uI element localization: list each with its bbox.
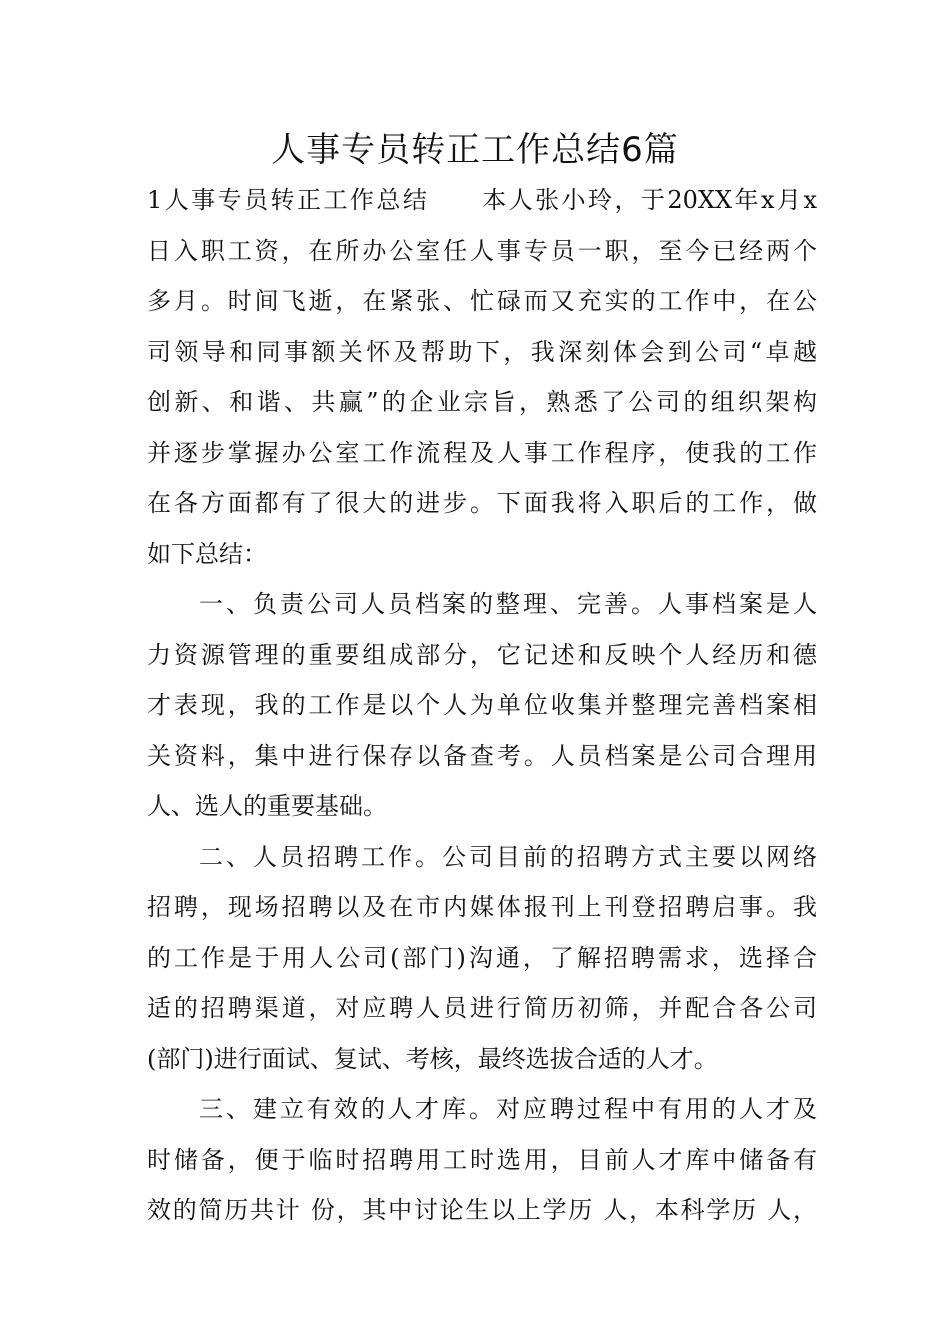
- text-line: 司领导和同事额关怀及帮助下，我深刻体会到公司“卓越: [147, 337, 817, 366]
- text-line: 招聘，现场招聘以及在市内媒体报刊上刊登招聘启事。我: [147, 893, 817, 921]
- text-line: (部门)进行面试、复试、考核，最终选拔合适的人才。: [147, 1044, 718, 1073]
- paragraph-start-line: 三、建立有效的人才库。对应聘过程中有用的人才及: [199, 1095, 817, 1123]
- text-line: 创新、和谐、共赢”的企业宗旨，熟悉了公司的组织架构: [147, 388, 817, 416]
- text-line: 时储备，便于临时招聘用工时选用，目前人才库中储备有: [147, 1145, 817, 1174]
- text-line: 力资源管理的重要组成部分，它记述和反映个人经历和德: [147, 640, 817, 669]
- text-line: 在各方面都有了很大的进步。下面我将入职后的工作，做: [147, 489, 817, 517]
- text-line: 如下总结：: [147, 539, 267, 568]
- text-line: 1人事专员转正工作总结 本人张小玲，于20XX年x月x: [147, 186, 817, 214]
- text-line: 才表现，我的工作是以个人为单位收集并整理完善档案相: [147, 691, 817, 719]
- document-title: 人事专员转正工作总结6篇: [271, 130, 679, 170]
- text-line: 人、选人的重要基础。: [147, 792, 387, 820]
- text-line: 多月。时间飞逝，在紧张、忙碌而又充实的工作中，在公: [147, 287, 817, 315]
- text-line: 效的简历共计 份，其中讨论生以上学历 人，本科学历 人，: [147, 1196, 817, 1224]
- text-line: 日入职工资，在所办公室任人事专员一职，至今已经两个: [147, 236, 817, 265]
- text-line: 的工作是于用人公司(部门)沟通，了解招聘需求，选择合: [147, 943, 817, 972]
- text-line: 关资料，集中进行保存以备查考。人员档案是公司合理用: [147, 741, 817, 770]
- document-body: [147, 175, 817, 1236]
- text-line: 并逐步掌握办公室工作流程及人事工作程序，使我的工作: [147, 438, 817, 467]
- text-line: 适的招聘渠道，对应聘人员进行简历初筛，并配合各公司: [147, 994, 817, 1022]
- paragraph-start-line: 一、负责公司人员档案的整理、完善。人事档案是人: [199, 590, 817, 618]
- paragraph-start-line: 二、人员招聘工作。公司目前的招聘方式主要以网络: [199, 842, 817, 871]
